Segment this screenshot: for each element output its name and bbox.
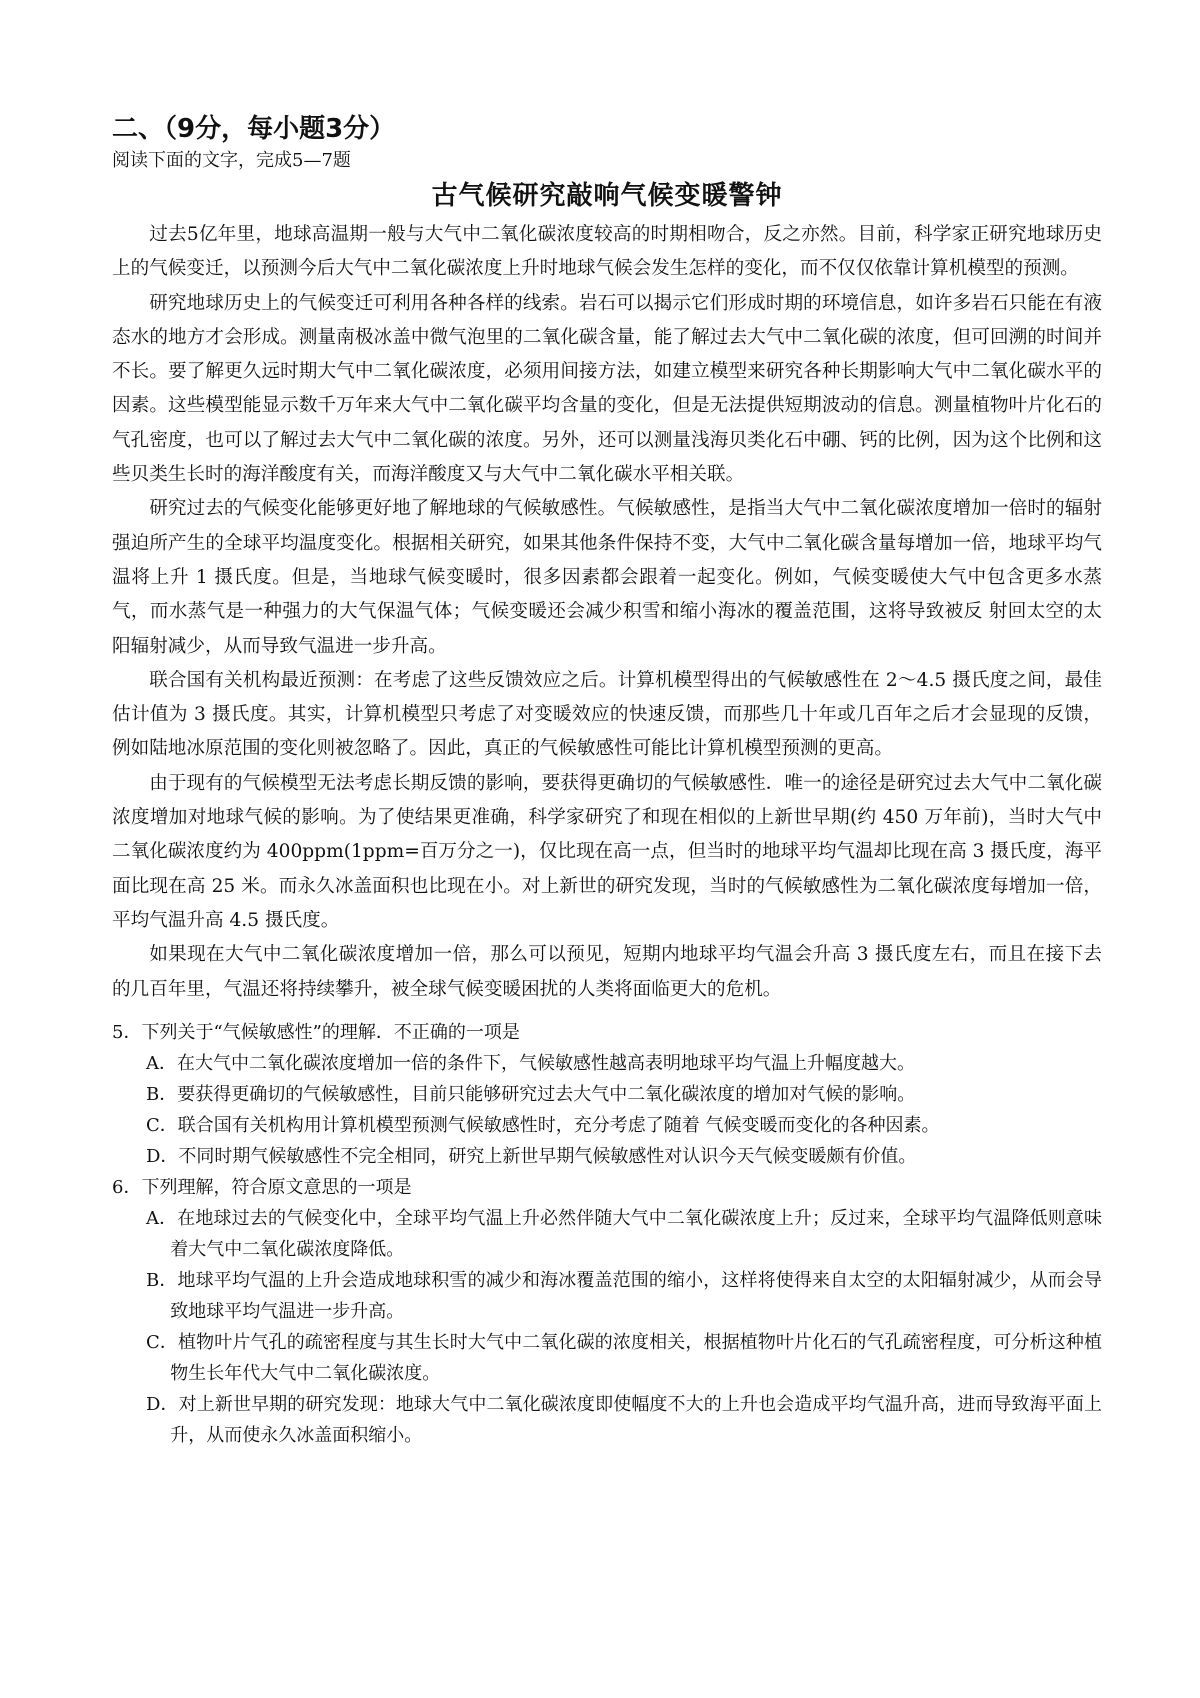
article-body [112, 218, 1102, 1007]
article-paragraph: 研究过去的气候变化能够更好地了解地球的气候敏感性。气候敏感性，是指当大气中二氧化碳浓度增加一倍时的辐射强迫所产生的全球平均温度变化。根据相关研究，如果其他条件保持不变，大气中二氧化碳含量每增加一倍，地球平均气温将上升 1 摄氏度。但是，当地球气候变暖时，很多因素都会跟着一起变化。例如，气候变暖使大气中包含更多水蒸气，而水蒸气是一种强力的大气保温气体；气候变暖还会减少积雪和缩小海冰的覆盖范围，这将导致被反 射回太空的太阳辐射减少，从而导致气温进一步升高。 [112, 498, 1102, 657]
article-paragraph: 由于现有的气候模型无法考虑长期反馈的影响，要获得更确切的气候敏感性．唯一的途径是研究过去大气中二氧化碳浓度增加对地球气候的影响。为了使结果更准确，科学家研究了和现在相似的上新世早期(约 450 万年前)，当时大气中二氧化碳浓度约为 400ppm(1ppm=百万分之一)，仅比现在高一点，但当时的地球平均气温却比现在高 3 摄氏度，海平面比现在高 25 米。而永久冰盖面积也比现在小。对上新世的研究发现，当时的气候敏感性为二氧化碳浓度每增加一倍，平均气温升高 4.5 摄氏度。 [112, 772, 1102, 931]
question-option-b: B．要获得更确切的气候敏感性，目前只能够研究过去大气中二氧化碳浓度的增加对气候的影响。 [146, 1083, 916, 1105]
exam-page [112, 112, 1102, 1451]
question-6 [112, 1172, 1102, 1451]
question-option-d: D．对上新世早期的研究发现：地球大气中二氧化碳浓度即使幅度不大的上升也会造成平均气温升高，进而导致海平面上升，从而使永久冰盖面积缩小。 [146, 1393, 1102, 1446]
question-stem: 6．下列理解，符合原文意思的一项是 [112, 1176, 412, 1198]
section-instruction: 阅读下面的文字，完成5—7题 [112, 150, 351, 171]
article-title: 古气候研究敲响气候变暖警钟 [431, 181, 783, 211]
question-option-c: C．植物叶片气孔的疏密程度与其生长时大气中二氧化碳的浓度相关，根据植物叶片化石的气孔疏密程度，可分析这种植物生长年代大气中二氧化碳浓度。 [146, 1331, 1102, 1384]
question-option-a: A．在地球过去的气候变化中，全球平均气温上升必然伴随大气中二氧化碳浓度上升；反过来，全球平均气温降低则意味着大气中二氧化碳浓度降低。 [146, 1207, 1102, 1260]
question-stem: 5．下列关于“气候敏感性”的理解．不正确的一项是 [112, 1021, 520, 1043]
article-paragraph: 研究地球历史上的气候变迁可利用各种各样的线索。岩石可以揭示它们形成时期的环境信息，如许多岩石只能在有液态水的地方才会形成。测量南极冰盖中微气泡里的二氧化碳含量，能了解过去大气中二氧化碳的浓度，但可回溯的时间并不长。要了解更久远时期大气中二氧化碳浓度，必须用间接方法，如建立模型来研究各种长期影响大气中二氧化碳水平的因素。这些模型能显示数千万年来大气中二氧化碳平均含量的变化，但是无法提供短期波动的信息。测量植物叶片化石的气孔密度，也可以了解过去大气中二氧化碳的浓度。另外，还可以测量浅海贝类化石中硼、钙的比例，因为这个比例和这些贝类生长时的海洋酸度有关，而海洋酸度又与大气中二氧化碳水平相关联。 [112, 292, 1102, 486]
question-option-a: A．在大气中二氧化碳浓度增加一倍的条件下，气候敏感性越高表明地球平均气温上升幅度越大。 [146, 1052, 915, 1074]
question-5 [112, 1017, 1102, 1172]
question-option-d: D．不同时期气候敏感性不完全相同，研究上新世早期气候敏感性对认识今天气候变暖颇有价值。 [146, 1145, 917, 1167]
question-option-c: C．联合国有关机构用计算机模型预测气候敏感性时，充分考虑了随着 气候变暖而变化的各种因素。 [146, 1114, 940, 1136]
article-paragraph: 如果现在大气中二氧化碳浓度增加一倍，那么可以预见，短期内地球平均气温会升高 3 摄氏度左右，而且在接下去的几百年里，气温还将持续攀升，被全球气候变暖困扰的人类将面临更大的危机。 [112, 944, 1102, 1000]
questions-section [112, 1017, 1102, 1451]
question-option-b: B．地球平均气温的上升会造成地球积雪的减少和海冰覆盖范围的缩小，这样将使得来自太空的太阳辐射减少，从而会导致地球平均气温进一步升高。 [146, 1269, 1102, 1322]
section-title: 二、（9分，每小题3分） [112, 114, 396, 144]
article-paragraph: 联合国有关机构最近预测：在考虑了这些反馈效应之后。计算机模型得出的气候敏感性在 2～4.5 摄氏度之间，最佳估计值为 3 摄氏度。其实，计算机模型只考虑了对变暖效应的快速反馈，而那些几十年或几百年之后才会显现的反馈，例如陆地冰原范围的变化则被忽略了。因此，真正的气候敏感性可能比计算机模型预测的更高。 [112, 669, 1102, 760]
article-paragraph: 过去5亿年里，地球高温期一般与大气中二氧化碳浓度较高的时期相吻合，反之亦然。目前，科学家正研究地球历史上的气候变迁，以预测今后大气中二氧化碳浓度上升时地球气候会发生怎样的变化，而不仅仅依靠计算机模型的预测。 [112, 224, 1102, 280]
